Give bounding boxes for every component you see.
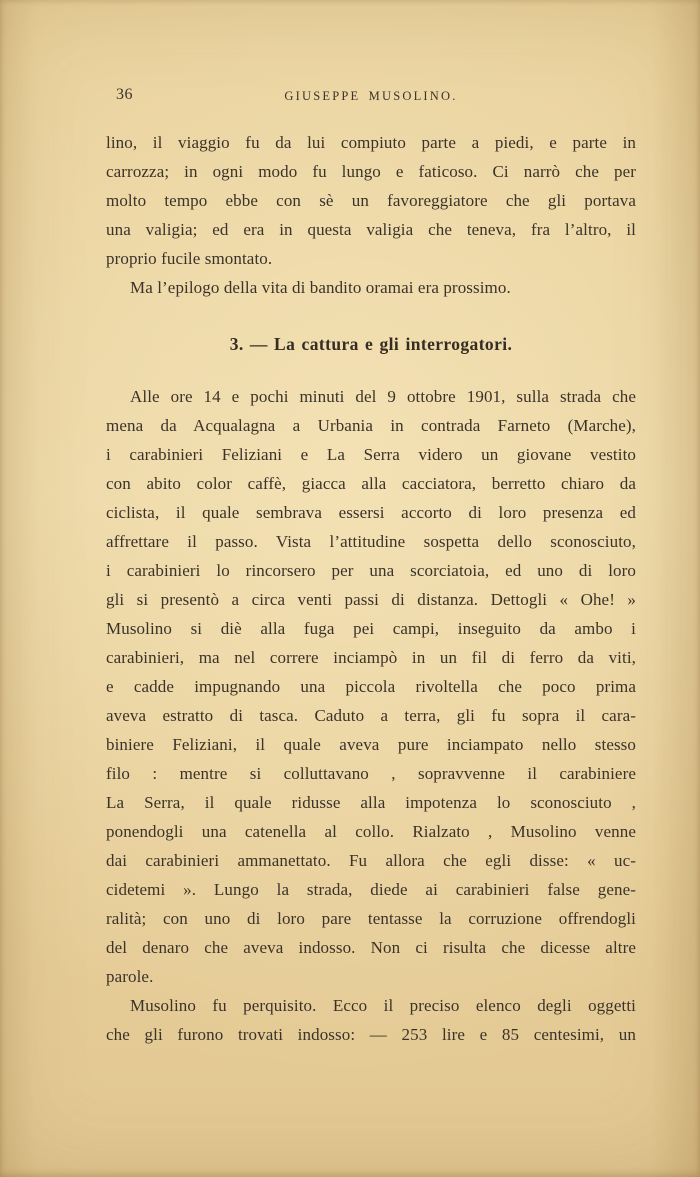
text-line: con abito color caffè, giacca alla cacciatora, berretto chiaro da xyxy=(106,474,636,493)
text-line: cidetemi ». Lungo la strada, diede ai carabinieri false gene- xyxy=(106,880,636,899)
page-number: 36 xyxy=(116,86,133,103)
text-line: Musolino si diè alla fuga pei campi, inseguito da ambo i xyxy=(106,619,636,638)
running-title: GIUSEPPE MUSOLINO. xyxy=(284,89,458,103)
text-line: aveva estratto di tasca. Caduto a terra, gli fu sopra il cara- xyxy=(106,706,636,725)
text-line: Alle ore 14 e pochi minuti del 9 ottobre 1901, sulla strada che xyxy=(130,387,636,406)
paragraph xyxy=(106,273,636,302)
text-line: molto tempo ebbe con sè un favoreggiatore che gli portava xyxy=(106,191,636,210)
text-line: gli si presentò a circa venti passi di distanza. Dettogli « Ohe! » xyxy=(106,590,636,609)
text-line: carrozza; in ogni modo fu lungo e faticoso. Ci narrò che per xyxy=(106,162,636,181)
text-line: Musolino fu perquisito. Ecco il preciso elenco degli oggetti xyxy=(130,996,636,1015)
text-line: filo : mentre si colluttavano , sopravvenne il carabiniere xyxy=(106,764,636,783)
text-line: ciclista, il quale sembrava essersi accorto di loro presenza ed xyxy=(106,503,636,522)
text-line: ponendogli una catenella al collo. Rialzato , Musolino venne xyxy=(106,822,636,841)
page-header xyxy=(106,86,636,108)
text-line: del denaro che aveva indosso. Non ci risulta che dicesse altre xyxy=(106,938,636,957)
paragraph xyxy=(106,991,636,1049)
text-line: lino, il viaggio fu da lui compiuto parte a piedi, e parte in xyxy=(106,133,636,152)
section-heading: 3. — La cattura e gli interrogatori. xyxy=(229,334,513,354)
text-line: La Serra, il quale ridusse alla impotenza lo sconosciuto , xyxy=(106,793,636,812)
text-line: biniere Feliziani, il quale aveva pure inciampato nello stesso xyxy=(106,735,636,754)
text-line: e cadde impugnando una piccola rivoltella che poco prima xyxy=(106,677,636,696)
page-body xyxy=(106,128,636,1049)
paragraph xyxy=(106,128,636,273)
text-line: proprio fucile smontato. xyxy=(106,249,273,268)
text-line: mena da Acqualagna a Urbania in contrada Farneto (Marche), xyxy=(106,416,636,435)
text-line: affrettare il passo. Vista l’attitudine sospetta dello sconosciuto, xyxy=(106,532,636,551)
text-line: i carabinieri lo rincorsero per una scorciatoia, ed uno di loro xyxy=(106,561,636,580)
text-line: dai carabinieri ammanettato. Fu allora che egli disse: « uc- xyxy=(106,851,636,870)
text-line: una valigia; ed era in questa valigia che teneva, fra l’altro, il xyxy=(106,220,636,239)
text-line: Ma l’epilogo della vita di bandito oramai era prossimo. xyxy=(130,278,511,297)
text-line: parole. xyxy=(106,967,154,986)
text-line: i carabinieri Feliziani e La Serra videro un giovane vestito xyxy=(106,445,636,464)
text-line: carabinieri, ma nel correre inciampò in un fil di ferro da viti, xyxy=(106,648,636,667)
text-line: ralità; con uno di loro pare tentasse la corruzione offrendogli xyxy=(106,909,636,928)
text-line: che gli furono trovati indosso: — 253 lire e 85 centesimi, un xyxy=(106,1025,636,1044)
paragraph xyxy=(106,382,636,991)
